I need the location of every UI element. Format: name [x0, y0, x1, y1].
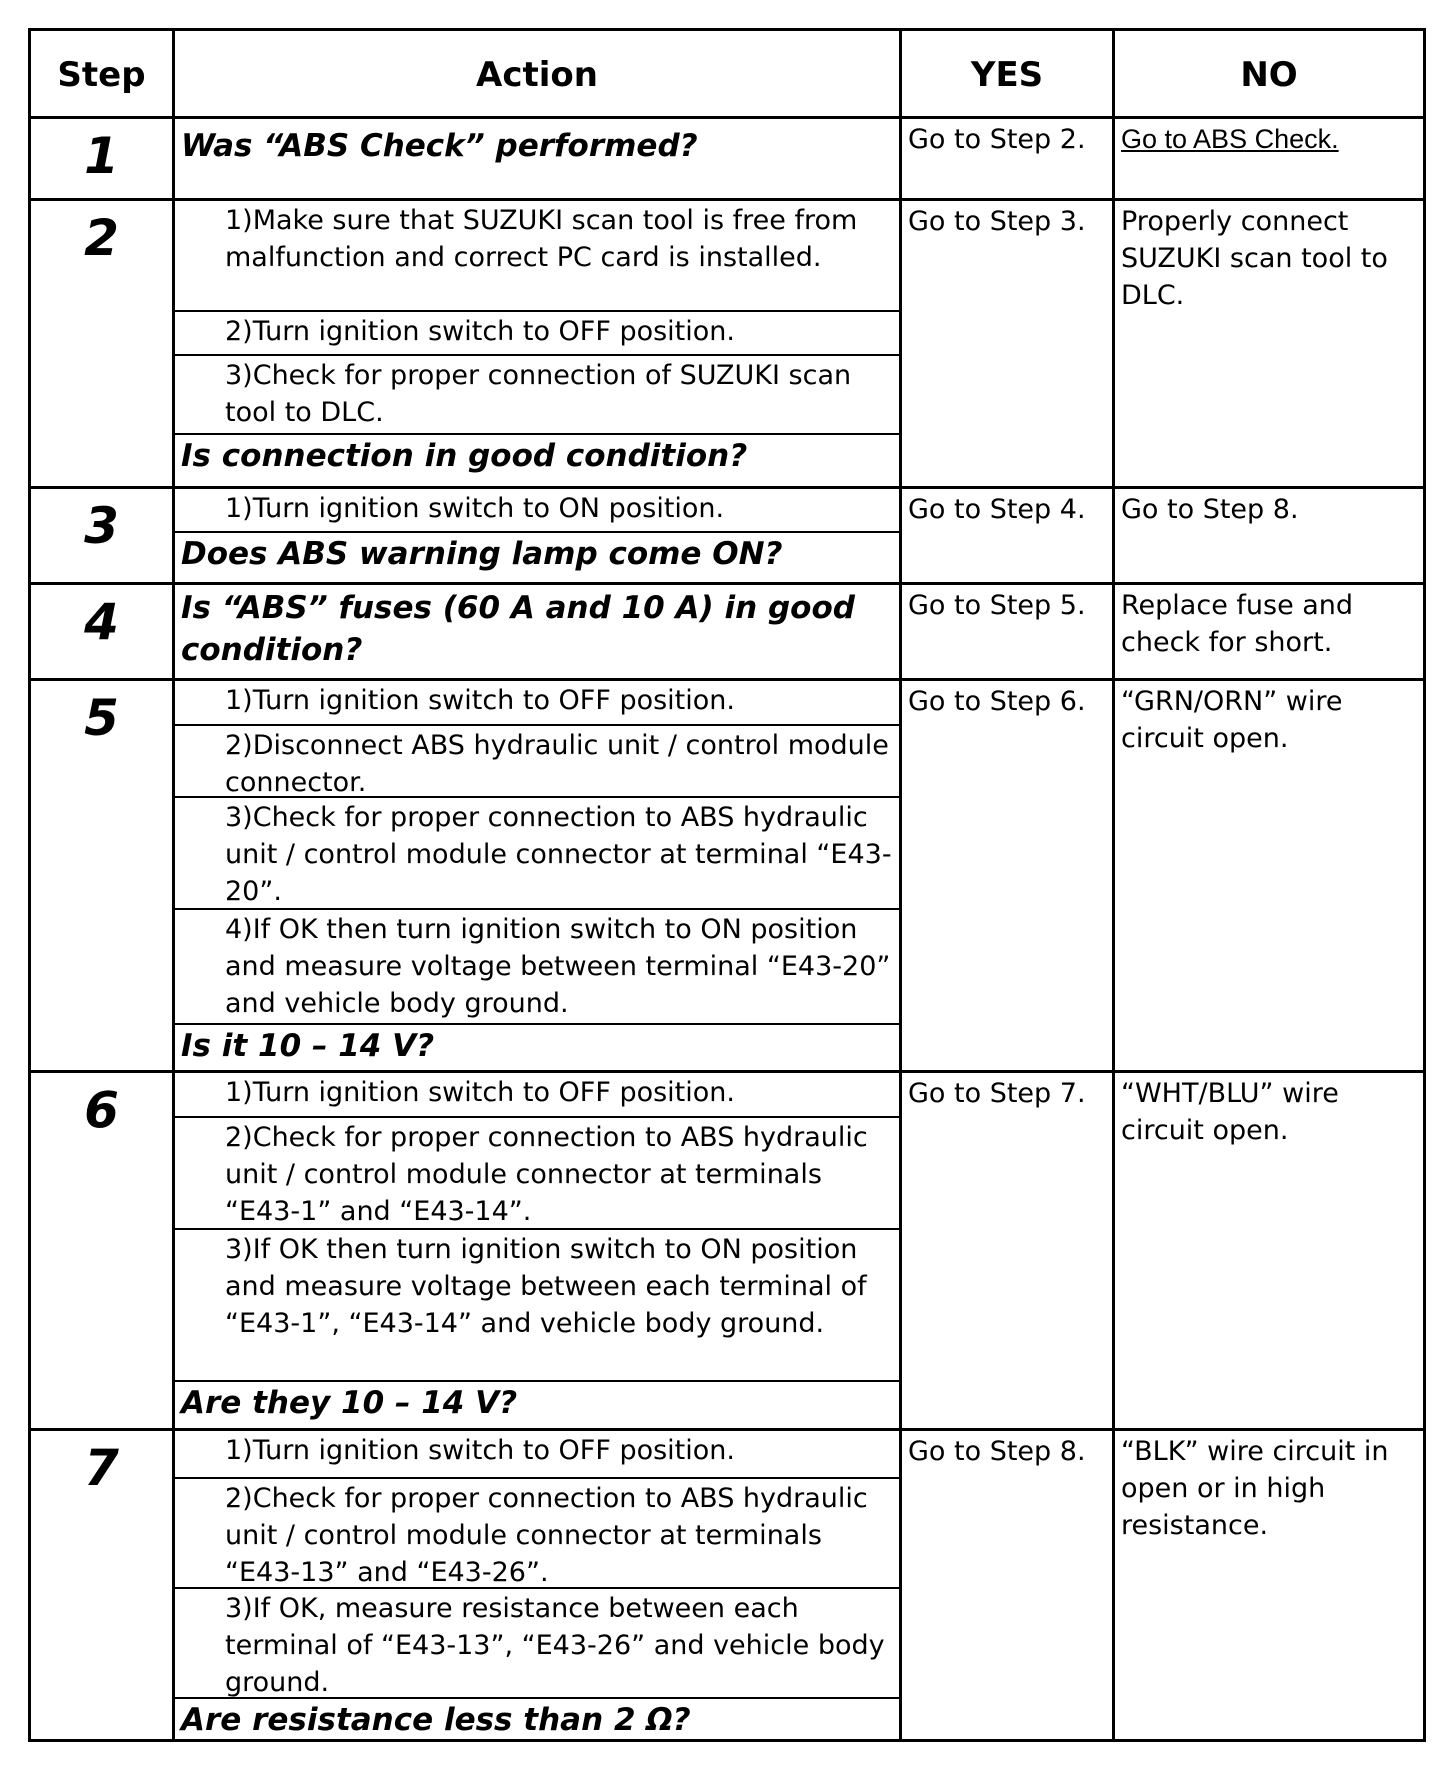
yes-cell: Go to Step 7. [902, 1073, 1115, 1428]
step-question: Are resistance less than 2 Ω? [181, 1702, 691, 1738]
step-number: 5 [31, 681, 175, 1070]
yes-cell: Go to Step 5. [902, 585, 1115, 678]
yes-cell: Go to Step 3. [902, 201, 1115, 486]
table-row [31, 1073, 1423, 1431]
substep: 3)Check for proper connection to ABS hydraulic unit / control module connector at terminal “E43-20”. [175, 798, 899, 910]
header-action: Action [175, 31, 902, 116]
table-header [31, 31, 1423, 119]
abs-check-link[interactable]: Go to ABS Check. [1121, 124, 1339, 154]
substep: 3)If OK then turn ignition switch to ON position and measure voltage between each terminal of “E43-1”, “E43-14” and vehicle body ground. [175, 1230, 899, 1382]
substep: 2)Turn ignition switch to OFF position. [175, 312, 899, 356]
no-cell: Go to Step 8. [1121, 494, 1299, 525]
yes-cell: Go to Step 2. [902, 119, 1115, 198]
step-question: Are they 10 – 14 V? [181, 1385, 518, 1421]
table-row [31, 1431, 1423, 1739]
step-number: 4 [31, 585, 175, 678]
yes-cell: Go to Step 6. [902, 681, 1115, 1070]
table-row [31, 201, 1423, 489]
step-question: Is “ABS” fuses (60 A and 10 A) in good condition? [181, 590, 855, 668]
step-number: 2 [31, 201, 175, 486]
table-row [31, 681, 1423, 1073]
no-cell: Properly connect SUZUKI scan tool to DLC. [1121, 206, 1388, 311]
substep: 3)If OK, measure resistance between each terminal of “E43-13”, “E43-26” and vehicle body ground. [175, 1589, 899, 1699]
header-yes: YES [902, 31, 1115, 116]
step-question: Does ABS warning lamp come ON? [181, 536, 783, 572]
yes-cell: Go to Step 8. [902, 1431, 1115, 1739]
substep: 4)If OK then turn ignition switch to ON position and measure voltage between terminal “E43-20” and vehicle body ground. [175, 910, 899, 1025]
step-number: 6 [31, 1073, 175, 1428]
step-number: 3 [31, 489, 175, 582]
table-row [31, 119, 1423, 201]
no-cell: Replace fuse and check for short. [1121, 590, 1354, 658]
no-cell: “GRN/ORN” wire circuit open. [1121, 686, 1343, 754]
substep: 1)Turn ignition switch to ON position. [175, 489, 899, 533]
substep: 1)Make sure that SUZUKI scan tool is free from malfunction and correct PC card is installed. [175, 201, 899, 312]
table-row [31, 585, 1423, 681]
substep: 2)Check for proper connection to ABS hydraulic unit / control module connector at terminals “E43-1” and “E43-14”. [175, 1118, 899, 1230]
no-cell: “BLK” wire circuit in open or in high resistance. [1121, 1436, 1389, 1541]
substep: 1)Turn ignition switch to OFF position. [175, 681, 899, 726]
header-no: NO [1240, 55, 1298, 95]
troubleshooting-table [28, 28, 1426, 1742]
substep: 1)Turn ignition switch to OFF position. [175, 1431, 899, 1479]
step-question: Was “ABS Check” performed? [181, 128, 698, 164]
substep: 3)Check for proper connection of SUZUKI scan tool to DLC. [175, 356, 899, 435]
substep: 1)Turn ignition switch to OFF position. [175, 1073, 899, 1118]
no-cell: “WHT/BLU” wire circuit open. [1121, 1078, 1339, 1146]
substep: 2)Disconnect ABS hydraulic unit / control module connector. [175, 726, 899, 798]
header-step: Step [31, 31, 175, 116]
substep: 2)Check for proper connection to ABS hydraulic unit / control module connector at terminals “E43-13” and “E43-26”. [175, 1479, 899, 1589]
step-number: 7 [31, 1431, 175, 1739]
step-number: 1 [31, 119, 175, 198]
step-question: Is connection in good condition? [181, 438, 748, 474]
step-question: Is it 10 – 14 V? [181, 1028, 435, 1064]
yes-cell: Go to Step 4. [902, 489, 1115, 582]
table-row [31, 489, 1423, 585]
